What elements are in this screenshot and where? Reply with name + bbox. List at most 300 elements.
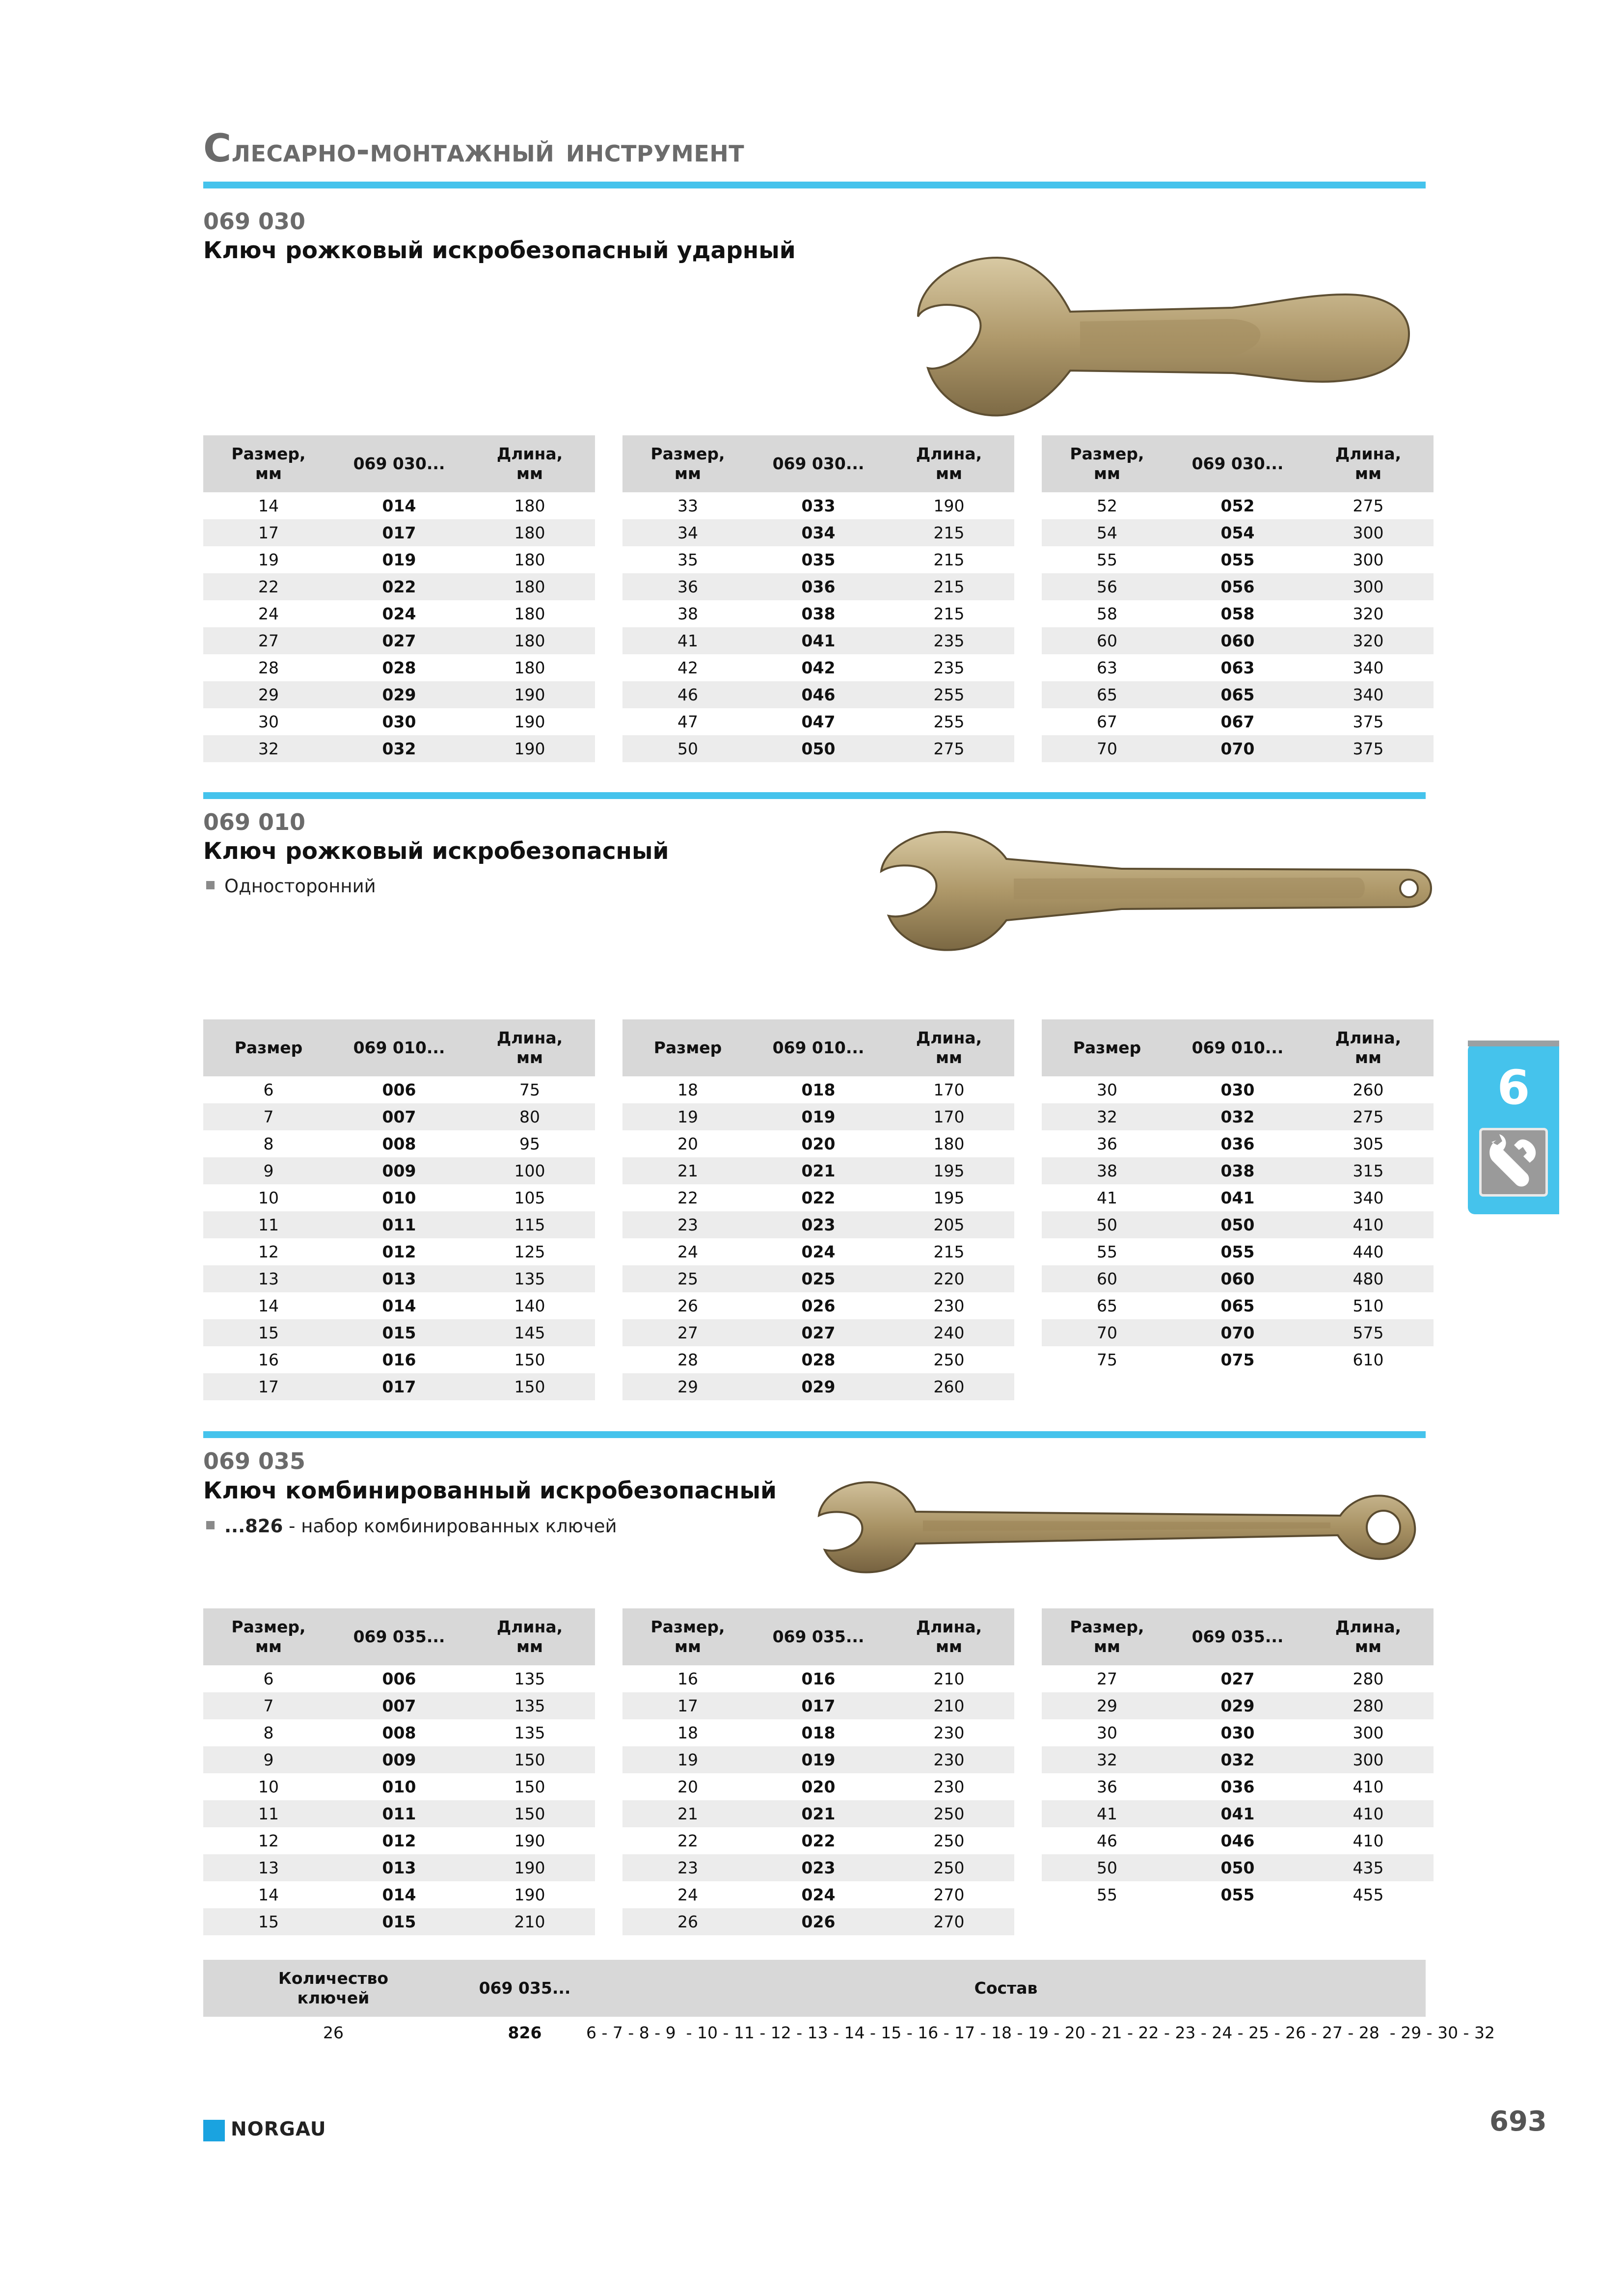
size-cell: 6 <box>263 1080 274 1099</box>
size-cell: 21 <box>622 1157 753 1184</box>
length-cell: 480 <box>1303 1265 1434 1292</box>
table-row <box>622 1692 1014 1719</box>
size-cell: 23 <box>622 1211 753 1238</box>
length-cell: 180 <box>464 519 595 546</box>
size-cell: 10 <box>258 1188 279 1207</box>
length-cell: 230 <box>884 1746 1014 1773</box>
table-row <box>622 1373 1014 1400</box>
column-header: Длина, мм <box>884 435 1014 492</box>
size-cell: 70 <box>1042 1319 1172 1346</box>
table-row <box>203 1076 595 1103</box>
column-header: 069 010... <box>334 1019 464 1076</box>
length-cell: 375 <box>1303 735 1434 762</box>
column-header: Состав <box>586 1960 1426 2017</box>
size-cell: 10 <box>258 1777 279 1796</box>
length-cell: 305 <box>1352 1134 1384 1153</box>
size-cell: 50 <box>1042 1854 1172 1881</box>
size-cell: 55 <box>1097 1242 1117 1261</box>
section-code: 069 010 <box>203 809 306 835</box>
size-cell: 18 <box>677 1080 698 1099</box>
column-header: Длина, мм <box>1303 435 1434 492</box>
size-cell: 28 <box>258 658 279 677</box>
code-cell: 024 <box>801 1242 836 1261</box>
size-cell: 14 <box>258 1296 279 1315</box>
code-cell: 018 <box>801 1723 836 1742</box>
table-row <box>1042 1103 1434 1130</box>
table-row <box>1042 1157 1434 1184</box>
column-header: Длина, мм <box>884 1608 1014 1665</box>
length-cell: 275 <box>1303 1103 1434 1130</box>
length-cell: 340 <box>1352 658 1384 677</box>
size-cell: 28 <box>677 1350 698 1369</box>
table-row <box>622 1265 1014 1292</box>
code-cell: 055 <box>1220 1242 1255 1261</box>
length-cell: 170 <box>933 1080 965 1099</box>
length-cell: 375 <box>1352 712 1384 731</box>
table-row <box>1042 519 1434 546</box>
column-header: Размер, мм <box>622 435 753 492</box>
section-name: Ключ рожковый искробезопасный <box>203 838 669 865</box>
table-row <box>203 654 595 681</box>
length-cell: 300 <box>1303 1746 1434 1773</box>
length-cell: 215 <box>884 519 1014 546</box>
length-cell: 190 <box>464 681 595 708</box>
length-cell: 275 <box>1352 496 1384 515</box>
table-row <box>203 1292 595 1319</box>
length-cell: 230 <box>933 1777 965 1796</box>
code-cell: 009 <box>334 1157 464 1184</box>
size-cell: 18 <box>677 1723 698 1742</box>
code-cell: 036 <box>753 573 884 600</box>
size-cell: 27 <box>622 1319 753 1346</box>
chapter-number: 6 <box>1497 1060 1530 1115</box>
size-cell: 17 <box>203 519 334 546</box>
table-row <box>203 1346 595 1373</box>
table-row <box>1042 708 1434 735</box>
size-cell: 7 <box>203 1103 334 1130</box>
table-row <box>622 573 1014 600</box>
table-row <box>1042 492 1434 519</box>
table-row <box>1042 1827 1434 1854</box>
striking-wrench-image <box>913 248 1419 425</box>
size-cell: 75 <box>1097 1350 1117 1369</box>
length-cell: 410 <box>1352 1831 1384 1850</box>
length-cell: 180 <box>514 604 545 623</box>
length-cell: 575 <box>1303 1319 1434 1346</box>
code-cell: 017 <box>753 1692 884 1719</box>
length-cell: 300 <box>1303 573 1434 600</box>
column-header: Длина, мм <box>464 1019 595 1076</box>
length-cell: 250 <box>933 1350 965 1369</box>
size-cell: 9 <box>203 1746 334 1773</box>
code-cell: 011 <box>334 1800 464 1827</box>
size-cell: 36 <box>622 573 753 600</box>
table-row <box>1042 1238 1434 1265</box>
size-cell: 32 <box>1042 1746 1172 1773</box>
code-cell: 024 <box>801 1885 836 1904</box>
code-cell: 021 <box>753 1800 884 1827</box>
code-cell: 055 <box>1220 1885 1255 1904</box>
table-row <box>203 1157 595 1184</box>
size-cell: 26 <box>622 1908 753 1935</box>
length-cell: 135 <box>464 1265 595 1292</box>
chapter-tab-stripe <box>1468 1041 1559 1046</box>
table-row <box>622 1746 1014 1773</box>
size-cell: 8 <box>263 1134 274 1153</box>
length-cell: 250 <box>884 1800 1014 1827</box>
size-cell: 21 <box>622 1800 753 1827</box>
size-cell: 41 <box>1042 1800 1172 1827</box>
size-cell: 30 <box>1097 1723 1117 1742</box>
table-row <box>1042 1719 1434 1746</box>
length-cell: 610 <box>1352 1350 1384 1369</box>
size-cell: 29 <box>203 681 334 708</box>
code-cell: 025 <box>753 1265 884 1292</box>
table-row <box>622 1076 1014 1103</box>
code-cell: 026 <box>753 1908 884 1935</box>
length-cell: 270 <box>933 1885 965 1904</box>
length-cell: 410 <box>1352 1777 1384 1796</box>
length-cell: 220 <box>884 1265 1014 1292</box>
table-row <box>203 600 595 627</box>
code-cell: 007 <box>334 1692 464 1719</box>
size-cell: 16 <box>677 1669 698 1688</box>
section-name: Ключ комбинированный искробезопасный <box>203 1477 777 1504</box>
bullet-square-icon <box>206 881 215 889</box>
table-row <box>1042 600 1434 627</box>
length-cell: 135 <box>514 1723 545 1742</box>
code-cell: 032 <box>1172 1103 1303 1130</box>
length-cell: 190 <box>514 1831 545 1850</box>
size-cell: 52 <box>1097 496 1117 515</box>
code-cell: 063 <box>1220 658 1255 677</box>
table-row <box>203 1719 595 1746</box>
length-cell: 340 <box>1303 681 1434 708</box>
table-row <box>1042 1881 1434 1908</box>
table-row <box>1042 1692 1434 1719</box>
size-cell: 56 <box>1042 573 1172 600</box>
length-cell: 260 <box>884 1373 1014 1400</box>
size-cell: 12 <box>258 1242 279 1261</box>
length-cell: 235 <box>884 627 1014 654</box>
size-cell: 36 <box>1097 1777 1117 1796</box>
size-cell: 22 <box>203 573 334 600</box>
column-header: 069 035... <box>753 1608 884 1665</box>
table-row <box>622 1665 1014 1692</box>
length-cell: 180 <box>514 550 545 569</box>
length-cell: 170 <box>884 1103 1014 1130</box>
length-cell: 180 <box>464 573 595 600</box>
length-cell: 270 <box>884 1908 1014 1935</box>
length-cell: 205 <box>884 1211 1014 1238</box>
column-header: Размер, мм <box>622 1608 753 1665</box>
code-cell: 054 <box>1172 519 1303 546</box>
column-header: Размер <box>203 1019 334 1076</box>
table-row <box>1042 1076 1434 1103</box>
size-cell: 50 <box>1042 1211 1172 1238</box>
size-cell: 34 <box>622 519 753 546</box>
code-cell: 008 <box>382 1134 416 1153</box>
table-row <box>622 1211 1014 1238</box>
length-cell: 250 <box>933 1831 965 1850</box>
code-cell: 022 <box>801 1188 836 1207</box>
table-row <box>622 708 1014 735</box>
table-row <box>1042 1346 1434 1373</box>
table-row <box>203 1184 595 1211</box>
table-row <box>622 1184 1014 1211</box>
table-row <box>203 681 595 708</box>
length-cell: 80 <box>464 1103 595 1130</box>
code-cell: 012 <box>382 1831 416 1850</box>
code-cell: 024 <box>382 604 416 623</box>
length-cell: 410 <box>1303 1211 1434 1238</box>
column-header: Размер, мм <box>203 1608 334 1665</box>
length-cell: 75 <box>519 1080 540 1099</box>
size-cell: 20 <box>677 1777 698 1796</box>
size-cell: 17 <box>622 1692 753 1719</box>
code-cell: 021 <box>753 1157 884 1184</box>
length-cell: 340 <box>1352 1188 1384 1207</box>
code-cell: 023 <box>753 1211 884 1238</box>
code-cell: 041 <box>753 627 884 654</box>
code-cell: 022 <box>334 573 464 600</box>
code-cell: 020 <box>801 1777 836 1796</box>
length-cell: 125 <box>514 1242 545 1261</box>
length-cell: 210 <box>884 1692 1014 1719</box>
length-cell: 140 <box>514 1296 545 1315</box>
table-row <box>622 1157 1014 1184</box>
size-cell: 12 <box>258 1831 279 1850</box>
table-row <box>622 1854 1014 1881</box>
kit-table <box>203 1960 1495 2048</box>
size-cell: 25 <box>622 1265 753 1292</box>
size-cell: 30 <box>258 712 279 731</box>
table-row <box>203 1319 595 1346</box>
code-cell: 020 <box>801 1134 836 1153</box>
size-cell: 19 <box>622 1746 753 1773</box>
code-cell: 046 <box>753 681 884 708</box>
length-cell: 455 <box>1352 1885 1384 1904</box>
code-cell: 067 <box>1220 712 1255 731</box>
code-cell: 075 <box>1220 1350 1255 1369</box>
table-row <box>203 1827 595 1854</box>
length-cell: 190 <box>933 496 965 515</box>
code-cell: 036 <box>1220 1134 1255 1153</box>
table-row <box>203 1692 595 1719</box>
size-cell: 8 <box>263 1723 274 1742</box>
table-row <box>203 1265 595 1292</box>
size-cell: 24 <box>677 1885 698 1904</box>
size-cell: 15 <box>203 1319 334 1346</box>
size-cell: 7 <box>203 1692 334 1719</box>
table-row <box>622 546 1014 573</box>
size-cell: 23 <box>622 1854 753 1881</box>
length-cell: 100 <box>464 1157 595 1184</box>
code-cell: 030 <box>1220 1080 1255 1099</box>
code-cell: 019 <box>753 1746 884 1773</box>
table-row <box>622 519 1014 546</box>
kit-code: 826 <box>508 2023 542 2042</box>
length-cell: 145 <box>464 1319 595 1346</box>
wrench-icon <box>1479 1128 1548 1197</box>
length-cell: 215 <box>933 1242 965 1261</box>
size-cell: 9 <box>203 1157 334 1184</box>
length-cell: 510 <box>1352 1296 1384 1315</box>
code-cell: 029 <box>1172 1692 1303 1719</box>
column-header: Количество ключей <box>203 1960 463 2017</box>
table-row <box>622 1130 1014 1157</box>
column-header: Размер, мм <box>1042 1608 1172 1665</box>
table-row <box>1042 1292 1434 1319</box>
table-row <box>1042 1319 1434 1346</box>
size-cell: 11 <box>203 1211 334 1238</box>
table-row <box>622 654 1014 681</box>
code-cell: 010 <box>382 1188 416 1207</box>
spec-table <box>622 435 1014 762</box>
length-cell: 435 <box>1303 1854 1434 1881</box>
section-rule <box>203 792 1426 799</box>
code-cell: 041 <box>1172 1800 1303 1827</box>
code-cell: 009 <box>334 1746 464 1773</box>
code-cell: 018 <box>801 1080 836 1099</box>
length-cell: 300 <box>1352 550 1384 569</box>
table-row <box>1042 1854 1434 1881</box>
table-row <box>622 1319 1014 1346</box>
spec-table <box>1042 435 1434 762</box>
table-row <box>203 1773 595 1800</box>
table-row <box>203 1373 595 1400</box>
table-row <box>203 1746 595 1773</box>
size-cell: 41 <box>622 627 753 654</box>
code-cell: 014 <box>382 496 416 515</box>
code-cell: 033 <box>801 496 836 515</box>
table-row <box>1042 735 1434 762</box>
table-row <box>203 708 595 735</box>
size-cell: 29 <box>622 1373 753 1400</box>
table-row <box>622 681 1014 708</box>
size-cell: 13 <box>203 1854 334 1881</box>
length-cell: 230 <box>933 1723 965 1742</box>
length-cell: 280 <box>1303 1692 1434 1719</box>
code-cell: 014 <box>382 1296 416 1315</box>
length-cell: 195 <box>933 1188 965 1207</box>
table-row <box>1042 1800 1434 1827</box>
length-cell: 190 <box>514 712 545 731</box>
code-cell: 013 <box>334 1854 464 1881</box>
spec-table <box>622 1608 1014 1935</box>
code-cell: 006 <box>382 1080 416 1099</box>
code-cell: 007 <box>334 1103 464 1130</box>
code-cell: 022 <box>801 1831 836 1850</box>
size-cell: 35 <box>677 550 698 569</box>
code-cell: 070 <box>1172 735 1303 762</box>
length-cell: 275 <box>884 735 1014 762</box>
length-cell: 320 <box>1352 604 1384 623</box>
column-header: Длина, мм <box>1303 1608 1434 1665</box>
length-cell: 260 <box>1352 1080 1384 1099</box>
table-row <box>203 627 595 654</box>
code-cell: 027 <box>1220 1669 1255 1688</box>
code-cell: 029 <box>334 681 464 708</box>
table-row <box>203 1665 595 1692</box>
length-cell: 300 <box>1303 519 1434 546</box>
length-cell: 180 <box>514 496 545 515</box>
code-cell: 050 <box>753 735 884 762</box>
table-row <box>622 1346 1014 1373</box>
section-rule <box>203 1431 1426 1438</box>
table-row <box>622 1103 1014 1130</box>
open-end-wrench-image <box>876 825 1436 957</box>
table-row <box>203 1908 595 1935</box>
table-row <box>203 1211 595 1238</box>
section-code: 069 030 <box>203 208 306 235</box>
size-cell: 58 <box>1097 604 1117 623</box>
code-cell: 058 <box>1220 604 1255 623</box>
table-row <box>1042 1130 1434 1157</box>
column-header: Размер <box>622 1019 753 1076</box>
column-header: Размер <box>1042 1019 1172 1076</box>
table-row <box>1042 1211 1434 1238</box>
code-cell: 011 <box>334 1211 464 1238</box>
code-cell: 012 <box>382 1242 416 1261</box>
bullet-item: ...826 - набор комбинированных ключей <box>206 1516 617 1537</box>
length-cell: 180 <box>514 658 545 677</box>
column-header: 069 030... <box>1172 435 1303 492</box>
size-cell: 32 <box>1042 1103 1172 1130</box>
table-row <box>203 492 595 519</box>
table-row <box>1042 1184 1434 1211</box>
table-row <box>622 1238 1014 1265</box>
code-cell: 019 <box>382 550 416 569</box>
code-cell: 038 <box>801 604 836 623</box>
code-cell: 027 <box>753 1319 884 1346</box>
size-cell: 54 <box>1042 519 1172 546</box>
table-row <box>203 519 595 546</box>
length-cell: 255 <box>884 681 1014 708</box>
code-cell: 038 <box>1172 1157 1303 1184</box>
table-row <box>1042 1265 1434 1292</box>
size-cell: 63 <box>1097 658 1117 677</box>
length-cell: 190 <box>464 735 595 762</box>
code-cell: 052 <box>1220 496 1255 515</box>
size-cell: 70 <box>1042 735 1172 762</box>
length-cell: 320 <box>1303 627 1434 654</box>
size-cell: 32 <box>203 735 334 762</box>
length-cell: 150 <box>464 1800 595 1827</box>
table-row <box>1042 573 1434 600</box>
length-cell: 150 <box>514 1777 545 1796</box>
size-cell: 6 <box>263 1669 274 1688</box>
size-cell: 24 <box>258 604 279 623</box>
code-cell: 016 <box>801 1669 836 1688</box>
code-cell: 023 <box>753 1854 884 1881</box>
length-cell: 215 <box>933 550 965 569</box>
column-header: 069 035... <box>1172 1608 1303 1665</box>
table-row <box>1042 654 1434 681</box>
kit-count: 26 <box>323 2023 344 2042</box>
section-code: 069 035 <box>203 1448 306 1474</box>
length-cell: 190 <box>514 1885 545 1904</box>
table-row <box>622 1881 1014 1908</box>
spec-table <box>1042 1019 1434 1373</box>
table-row <box>622 1827 1014 1854</box>
table-row <box>203 1881 595 1908</box>
code-cell: 016 <box>382 1350 416 1369</box>
size-cell: 19 <box>258 550 279 569</box>
code-cell: 014 <box>382 1885 416 1904</box>
code-cell: 032 <box>1172 1746 1303 1773</box>
size-cell: 33 <box>677 496 698 515</box>
